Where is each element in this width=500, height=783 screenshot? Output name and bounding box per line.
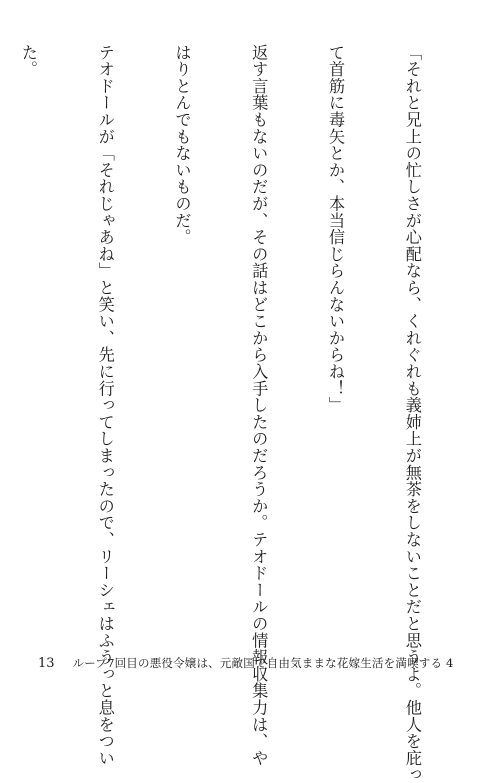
text-line: 返す言葉もないのだが、その話はどこから入手したのだろうか。テオドールの情報収集力は、や (249, 44, 269, 767)
text-line: はりとんでもないものだ。 (172, 44, 192, 246)
page-number: 13 (38, 655, 55, 671)
text-line: 「それと兄上の忙しさが心配なら、くれぐれも義姉上が無茶をしないことだと思うよ。他人を庇っ (402, 44, 422, 783)
page-footer (38, 654, 478, 672)
text-line: て首筋に毒矢とか、本当信じらんないからね！」 (326, 44, 346, 414)
text-line: た。 (18, 44, 38, 78)
running-head: ループ7回目の悪役令嬢は、元敵国で自由気ままな花嫁生活を満喫する 4 (72, 656, 454, 670)
text-line: テオドールが「それじゃあね」と笑い、先に行ってしまったので、リーシェはふうっと息をつい (95, 44, 115, 767)
